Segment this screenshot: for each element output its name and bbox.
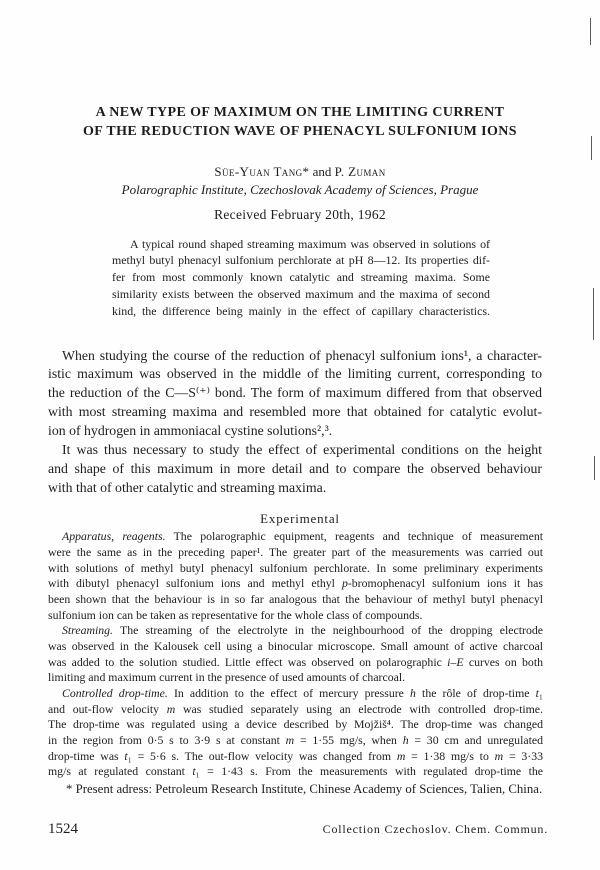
text-run: in the region from 0·5 s to 3·9 s at constant [48, 732, 286, 747]
page-number: 1524 [48, 821, 78, 837]
abstract-line: kind, the difference being mainly in the effect of capillary characteristics. [112, 303, 490, 318]
body-line: It was thus necessary to study the effect of experimental conditions on the height [62, 441, 542, 457]
author-name: P. Zuman [334, 164, 386, 179]
scan-artifact-line [591, 136, 592, 160]
text-run: was added to the solution studied. Little effect was observed on polarographic [48, 654, 448, 669]
italic-run: Controlled drop-time. [62, 685, 168, 700]
experimental-paragraph [48, 623, 543, 686]
received-date: Received February 20th, 1962 [214, 207, 386, 222]
scan-artifact-line [594, 456, 595, 480]
experimental-section [48, 529, 543, 780]
text-run: drop-time was [48, 748, 125, 763]
text-run: ₁ [538, 685, 543, 700]
text-line [48, 670, 543, 686]
text-run: ₁ = 5·6 s. The out-flow velocity was changed from [127, 748, 397, 763]
introduction [48, 347, 542, 498]
section-heading: Experimental [260, 511, 340, 526]
italic-run: p [341, 576, 348, 591]
text-run: the rôle of drop-time [415, 685, 536, 700]
text-line [48, 623, 543, 639]
text-run: curves on both [463, 654, 543, 669]
text-line [48, 545, 543, 561]
text-line [48, 639, 543, 655]
italic-run: m [396, 748, 406, 763]
body-line: and shape of this maximum in more detail and to compare the observed behaviour [48, 460, 542, 476]
body-line: with that of other catalytic and streaming maxima. [48, 479, 327, 495]
text-run: was observed in the Kalousek cell using a binocular microscope. Small amount of active charcoal [48, 638, 543, 653]
author-name: Süe-Yuan Tang* [214, 164, 310, 179]
text-run: was studied separately using an electrode with controlled drop-time. [175, 701, 543, 716]
scan-artifact-line [593, 288, 594, 340]
italic-run: m [285, 732, 295, 747]
abstract-line: methyl butyl phenacyl sulfonium perchlorate at pH 8—12. Its properties dif- [112, 253, 490, 268]
italic-run: E [456, 654, 464, 669]
body-line: the reduction of the C—S⁽⁺⁾ bond. The form of maximum differed from that observed [48, 385, 542, 401]
text-run: limiting and maximum current in the presence of used amounts of charcoal. [48, 670, 406, 685]
text-run: -bromophenacyl sulfonium ions it has [347, 576, 543, 591]
text-run: The streaming of the electrolyte in the neighbourhood of the dropping electrode [113, 623, 543, 638]
text-line [48, 686, 543, 702]
text-line [48, 717, 543, 733]
text-line [48, 561, 543, 577]
body-paragraph [48, 347, 542, 441]
italic-run: t [535, 685, 539, 700]
italic-run: h [402, 732, 409, 747]
footnote: * Present adress: Petroleum Research Institute, Chinese Academy of Sciences, Talien, China. [66, 782, 543, 796]
italic-run: m [494, 748, 504, 763]
text-run: = 1·38 mg/s to [405, 748, 495, 763]
italic-run: i [447, 654, 451, 669]
scan-artifact-line [590, 18, 591, 45]
text-line [48, 529, 543, 545]
text-run: mg/s at regulated constant [48, 764, 193, 779]
italic-run: h [410, 685, 416, 700]
text-run: sulfonium ion can be taken as representative for the whole class of compounds. [48, 607, 423, 622]
text-line [48, 702, 543, 718]
text-line [48, 764, 543, 780]
text-line [48, 592, 543, 608]
text-run: with dibutyl phenacyl sulfonium ions and methyl ethyl [48, 576, 342, 591]
text-run: The polarographic equipment, reagents and technique of measurement [165, 529, 544, 544]
text-run: were the same as in the preceding paper¹. The greater part of the measurements was carried out [48, 544, 543, 559]
text-run: = 3·33 [503, 748, 543, 763]
abstract-line: fer from most commonly known catalytic and streaming maxima. Some [112, 270, 490, 285]
text-run: ₁ = 1·43 s. From the measurements with regulated drop-time the [195, 764, 543, 779]
italic-run: m [166, 701, 176, 716]
body-line: istic maximum was observed in the middle of the limiting current, corresponding to [48, 366, 542, 382]
body-line: with most streaming maxima and resembled more that obtained for catalytic evolut- [48, 404, 542, 420]
text-run: and out-flow velocity [48, 701, 167, 716]
article-title [0, 103, 600, 141]
journal-name: Collection Czechoslov. Chem. Commun. [322, 822, 548, 836]
abstract-line: A typical round shaped streaming maximum was observed in solutions of [130, 236, 490, 251]
italic-run: t [192, 764, 196, 779]
text-line [48, 608, 543, 624]
text-run: In addition to the effect of mercury pressure [167, 685, 411, 700]
author-joiner: and [312, 164, 332, 179]
text-run: – [450, 654, 457, 669]
text-run: been shown that the behaviour is in so far analogous that the behaviour of methyl butyl phenacyl [48, 591, 543, 606]
text-line [48, 749, 543, 765]
text-line [48, 655, 543, 671]
text-run: = 1·55 mg/s, when [294, 732, 403, 747]
title-line: OF THE REDUCTION WAVE OF PHENACYL SULFONIUM IONS [83, 123, 517, 139]
text-run: with solutions of methyl butyl phenacyl sulfonium perchlorate. In some preliminary experiments [48, 560, 543, 575]
body-paragraph [48, 441, 542, 498]
text-run: = 30 cm and unregulated [408, 732, 544, 747]
title-line: A NEW TYPE OF MAXIMUM ON THE LIMITING CURRENT [95, 104, 505, 120]
text-line [48, 733, 543, 749]
text-line [48, 576, 543, 592]
abstract [112, 236, 490, 320]
experimental-paragraph [48, 686, 543, 780]
authors [0, 164, 600, 180]
italic-run: Apparatus, reagents. [62, 529, 166, 544]
italic-run: Streaming. [62, 623, 114, 638]
text-run: The drop-time was regulated using a device described by Mojžiš⁴. The drop-time was changed [48, 717, 543, 732]
abstract-line: similarity exists between the observed maximum and the maxima of second [112, 286, 490, 301]
body-line: When studying the course of the reduction of phenacyl sulfonium ions¹, a character- [62, 347, 542, 363]
affiliation: Polarographic Institute, Czechoslovak Academy of Sciences, Prague [121, 182, 479, 197]
italic-run: t [124, 748, 128, 763]
experimental-paragraph [48, 529, 543, 623]
body-line: ion of hydrogen in ammoniacal cystine solutions²,³. [48, 422, 333, 438]
